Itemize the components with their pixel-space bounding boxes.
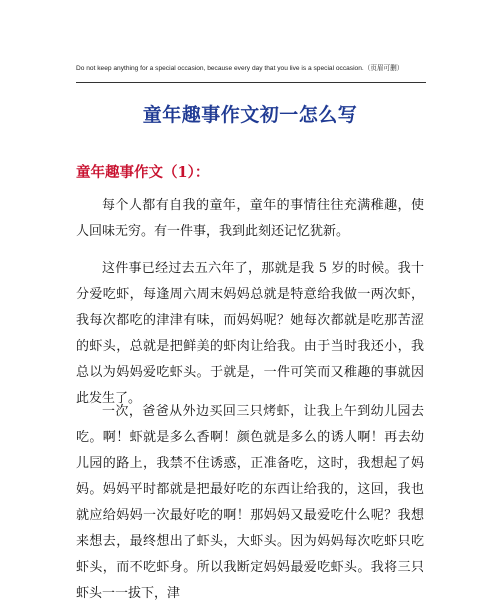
- document-title: 童年趣事作文初一怎么写: [142, 104, 358, 126]
- header-divider: [76, 82, 426, 83]
- section-heading: 童年趣事作文（1）：: [76, 164, 210, 181]
- header-quote: Do not keep anything for a special occasion, because every day that you live is a special occasion.（页眉可删）: [76, 65, 404, 72]
- paragraph-3: 一次，爸爸从外边买回三只烤虾，让我上午到幼儿园去吃。啊！虾就是多么香啊！颜色就是多么的诱人啊！再去幼儿园的路上，我禁不住诱惑，正准备吃，这时，我想起了妈妈。妈妈平时都就是把最好吃的东西让给我的，这回，我也就应给妈妈一次最好吃的啊！那妈妈又最爱吃什么呢？我想来想去，最终想出了虾头，大虾头。因为妈妈每次吃虾只吃虾头，而不吃虾身。所以我断定妈妈最爱吃虾头。我将三只虾头一一拔下，津: [76, 404, 424, 601]
- paragraph-2: 这件事已经过去五六年了，那就是我 5 岁的时候。我十分爱吃虾，每逢周六周末妈妈总就是特意给我做一两次虾，我每次都吃的津津有味，而妈妈呢？她每次都就是吃那苦涩的虾头，总就是把鲜美的虾肉让给我。由于当时我还小，我总以为妈妈爱吃虾头。于就是，一件可笑而又稚趣的事就因此发生了。: [76, 261, 424, 406]
- paragraph-1: 每个人都有自我的童年，童年的事情往往充满稚趣，使人回味无穷。有一件事，我到此刻还记忆犹新。: [76, 198, 424, 239]
